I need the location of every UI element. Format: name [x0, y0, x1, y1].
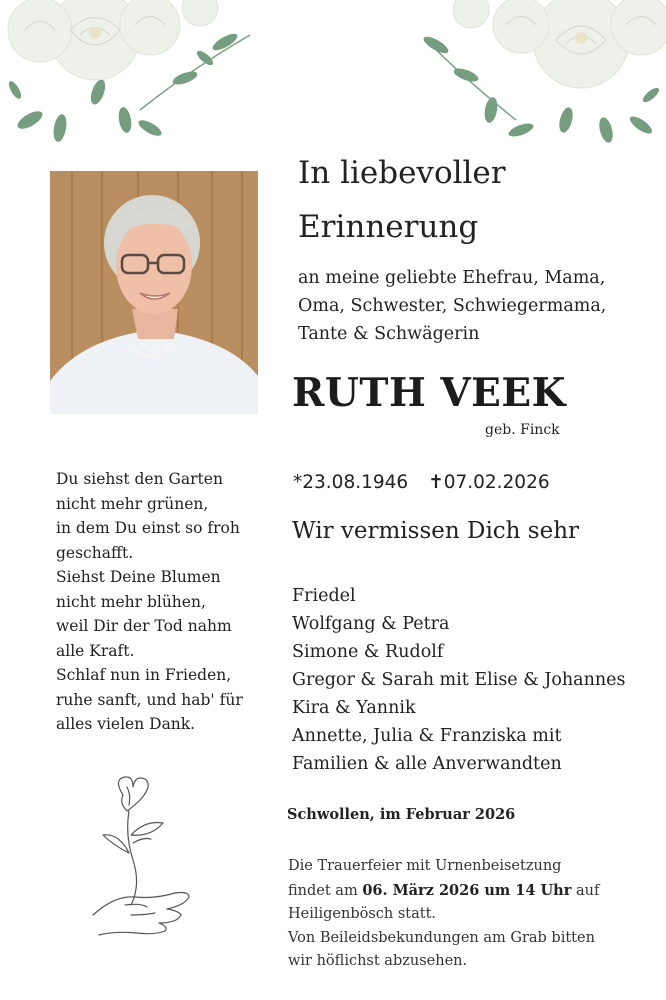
poem-line: in dem Du einst so froh	[56, 519, 240, 537]
birth-date: *23.08.1946	[293, 472, 409, 493]
mourners-list	[292, 582, 652, 778]
funeral-date-time: 06. März 2026 um 14 Uhr	[362, 881, 572, 899]
place-and-date: Schwollen, im Februar 2026	[287, 806, 516, 823]
miss-line: Wir vermissen Dich sehr	[292, 518, 580, 544]
poem-line: nicht mehr grünen,	[56, 494, 209, 513]
info-line: Die Trauerfeier mit Urnenbeisetzung	[288, 858, 562, 874]
maiden-name: geb. Finck	[485, 422, 560, 438]
poem	[56, 467, 266, 737]
poem-line: Du siehst den Garten	[56, 470, 223, 488]
floral-decoration-right	[406, 0, 666, 155]
mourner-entry: Kira & Yannik	[292, 698, 416, 718]
info-line: Von Beileidsbekundungen am Grab bitten	[288, 929, 595, 946]
memorial-heading	[298, 146, 638, 254]
death-date: ✝07.02.2026	[428, 472, 550, 493]
info-line: wir höflichst abzusehen.	[288, 953, 468, 969]
deceased-name: RUTH VEEK	[292, 370, 566, 416]
dedication-text	[298, 264, 648, 348]
poem-line: alle Kraft.	[56, 641, 135, 660]
info-line-date	[288, 879, 648, 904]
mourner-entry: Friedel	[292, 586, 356, 606]
dedication-line: Tante & Schwägerin	[298, 324, 480, 344]
dedication-line: Oma, Schwester, Schwiegermama,	[298, 296, 607, 316]
info-line-prefix: findet am	[288, 882, 363, 899]
dedication-line: an meine geliebte Ehefrau, Mama,	[298, 268, 606, 288]
info-line-suffix: auf	[571, 882, 600, 899]
heading-line-2: Erinnerung	[298, 209, 479, 245]
poem-line: alles vielen Dank.	[56, 715, 196, 733]
poem-line: geschafft.	[56, 543, 134, 562]
mourner-entry: Wolfgang & Petra	[292, 614, 450, 634]
mourner-entry: Simone & Rudolf	[292, 642, 444, 662]
poem-line: Schlaf nun in Frieden,	[56, 666, 232, 684]
poem-line: nicht mehr blühen,	[56, 592, 206, 611]
mourner-entry: Gregor & Sarah mit Elise & Johannes	[292, 670, 626, 690]
funeral-info	[288, 855, 648, 974]
mourner-entry: Annette, Julia & Franziska mit	[292, 726, 562, 746]
life-dates	[293, 472, 570, 493]
floral-decoration-left	[0, 0, 260, 155]
hand-holding-flower-icon	[85, 765, 195, 940]
info-line: Heiligenbösch statt.	[288, 906, 437, 922]
poem-line: ruhe sanft, und hab' für	[56, 690, 243, 709]
mourner-entry: Familien & alle Anverwandten	[292, 754, 562, 774]
portrait-photo	[50, 171, 258, 414]
heading-line-1: In liebevoller	[298, 155, 506, 191]
poem-line: Siehst Deine Blumen	[56, 568, 221, 586]
poem-line: weil Dir der Tod nahm	[56, 617, 232, 635]
